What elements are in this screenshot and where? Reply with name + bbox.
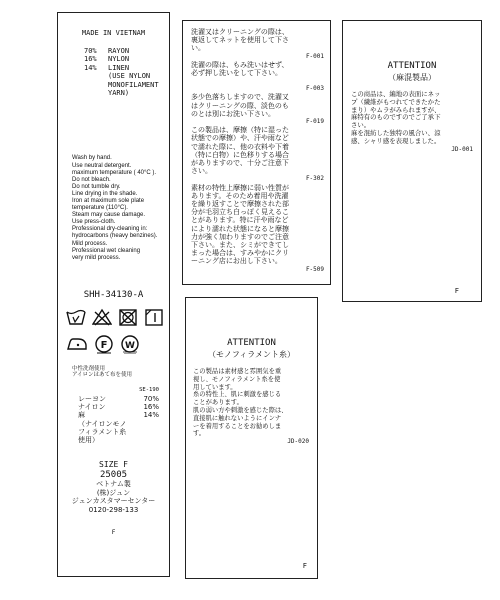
size-label: SIZE F xyxy=(99,460,128,470)
notice-code: F-001 xyxy=(305,52,324,60)
maker-info: ベトナム製 (株)ジュン ジュンカスタマーセンター 0120-298-133 xyxy=(71,480,156,515)
notice-code: F-509 xyxy=(305,265,324,273)
no-tumble-dry-icon xyxy=(118,308,138,326)
composition-note: (USE NYLON MONOFILAMENT YARN) xyxy=(108,72,159,98)
origin-text: MADE IN VIETNAM xyxy=(81,29,146,37)
attention-body: この製品は素材感と雰囲気を重 視し、モノフィラメント糸を使 用しています。 糸の特性上、肌に刺激を感じる ことがあります。 肌の弱い方や刺激を感じた際は、 直接肌に触れないようにインナ ーを着用することをお勧めしま す。 xyxy=(193,368,288,438)
svg-text:W: W xyxy=(125,340,135,351)
composition-row: 16% NYLON xyxy=(84,55,130,64)
iron-low-icon xyxy=(66,334,88,352)
attention-title: ATTENTION xyxy=(227,338,276,348)
bottom-mark: F xyxy=(302,562,307,570)
attention-code: JD-001 xyxy=(451,145,473,153)
bottom-mark: F xyxy=(454,287,459,295)
attention-subtitle: （麻混製品） xyxy=(388,73,436,82)
care-instructions-en: Wash by hand. Use neutral detergent. maximum temperature ( 40°C ). Do not bleach. Do not tumble dry. Line drying in the shade. Iron at maximum sole plate temperature (110°C). Steam may cause damage. Use press-cloth. Professional dry-cleaning in: hydrocarbons (heavy benzines). Mild process. Professional wet cleaning very mild process. xyxy=(72,155,158,261)
composition-row: 14% LINEN xyxy=(84,63,130,72)
care-notice-label xyxy=(182,20,331,285)
attention-title: ATTENTION xyxy=(387,61,437,71)
notice-code: F-003 xyxy=(305,85,324,93)
notice-block: 素材の特性上摩擦に弱い性質が あります。そのため着用や洗濯 を繰り返すことで摩擦された部 分が毛羽立ち白っぽく見えるこ とがあります。特に汗や雨など により濡れた状態になると摩擦 力が強く加わりますのでご注意 下さい。また、シミができてし まった場合は、すみやかにクリ ーニング店にお出し下さい。 F-509 xyxy=(191,183,324,273)
jp-care-note: 中性洗剤使用 アイロンはあて布を使用 xyxy=(72,365,133,379)
dry-clean-f-icon xyxy=(94,334,114,354)
jp-composition-row: レーヨン 70% xyxy=(78,395,159,404)
notice-block: 洗濯の際は、もみ洗いはせず、 必ず押し洗いをして下さい。 F-003 xyxy=(191,60,324,93)
jp-composition-row: ナイロン 16% xyxy=(78,403,159,412)
svg-text:F: F xyxy=(100,339,108,351)
composition-list xyxy=(84,47,169,97)
hand-wash-40-icon xyxy=(66,308,86,326)
no-bleach-icon xyxy=(92,308,112,326)
notice-block: この製品は、摩擦（特に湿った 状態での摩擦）や、汗や雨など で濡れた際に、他の衣料や下着 （特に白物）に色移りする場合 がありますので、十分ご注意下 さい。 F-302 xyxy=(191,126,324,183)
jp-composition-list xyxy=(78,395,159,444)
line-dry-shade-icon xyxy=(144,308,164,326)
composition-row: 70% RAYON xyxy=(84,47,130,55)
attention-body: この商品は、編地の表面にネッ プ（繊維がもつれてできたかた まり）やムラがみられますが、 麻特有のものですのでご了承下 さい。 麻を混紡した独特の風合い、涼 感、シャリ感を表現しました。 xyxy=(351,90,441,145)
bottom-mark: F xyxy=(111,528,116,536)
jp-code: SE-190 xyxy=(139,387,159,394)
jp-composition-note: （ナイロンモノ フィラメント糸 使用） xyxy=(78,419,127,445)
wet-clean-w-icon xyxy=(120,334,140,354)
attention-linen-label xyxy=(342,20,482,302)
care-symbols-row-1 xyxy=(66,308,169,326)
product-code: SHH-34130-A xyxy=(83,289,144,300)
item-number: 25005 xyxy=(99,470,128,481)
notice-block: 洗濯又はクリーニングの際は、 裏返してネットを使用して下さ い。 F-001 xyxy=(191,28,324,60)
attention-subtitle: （モノフィラメント糸） xyxy=(207,350,296,359)
attention-monofilament-label xyxy=(185,297,318,579)
notice-code: F-302 xyxy=(305,175,324,183)
care-symbols-row-2 xyxy=(66,334,169,354)
notice-block: 多少色落ちしますので、洗濯又 はクリーニングの際、淡色のも のとは別にお洗い下さい。 F-019 xyxy=(191,93,324,126)
main-care-label xyxy=(57,12,170,577)
notice-blocks xyxy=(191,28,324,274)
jp-composition-row: 麻 14% xyxy=(78,411,159,420)
notice-code: F-019 xyxy=(305,118,324,126)
attention-code: JD-020 xyxy=(287,438,309,446)
